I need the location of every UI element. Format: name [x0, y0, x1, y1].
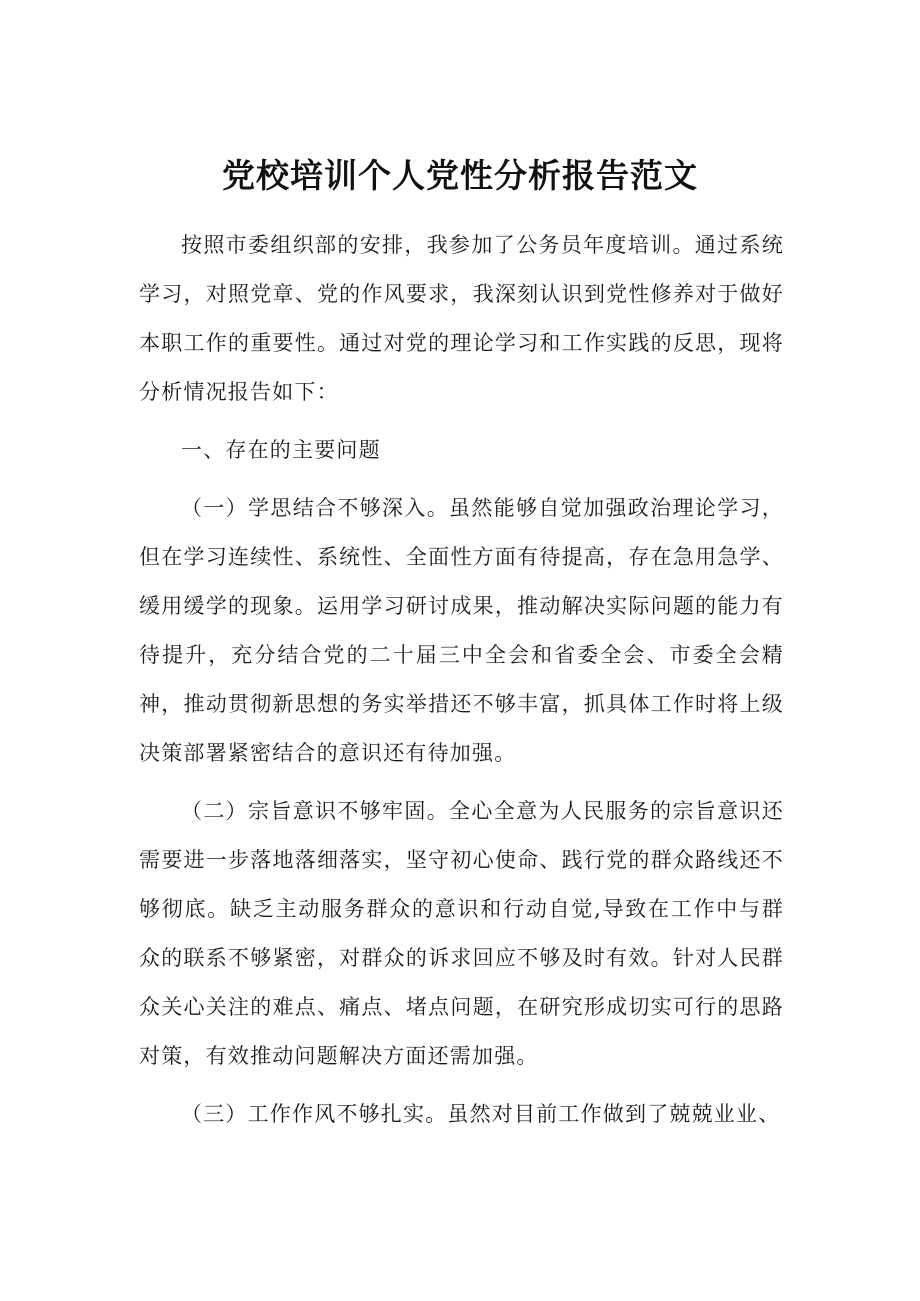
- intro-paragraph: 按照市委组织部的安排，我参加了公务员年度培训。通过系统学习，对照党章、党的作风要求，我深刻认识到党性修养对于做好本职工作的重要性。通过对党的理论学习和工作实践的反思，现将分析情况报告如下：: [139, 233, 784, 404]
- paragraph-gap: [139, 1081, 784, 1090]
- document-title: 党校培训个人党性分析报告范文: [222, 156, 698, 195]
- problem-paragraph-2: （二）宗旨意识不够牢固。全心全意为人民服务的宗旨意识还需要进一步落地落细落实，坚守初心使命、践行党的群众路线还不够彻底。缺乏主动服务群众的意识和行动自觉,导致在工作中与群众的联系不够紧密，对群众的诉求回应不够及时有效。针对人民群众关心关注的难点、痛点、堵点问题，在研究形成切实可行的思路对策，有效推动问题解决方面还需加强。: [139, 799, 784, 1068]
- document-body: [139, 221, 784, 1139]
- paragraph-gap: [139, 417, 784, 426]
- problem-paragraph-1: （一）学思结合不够深入。虽然能够自觉加强政治理论学习，但在学习连续性、系统性、全面性方面有待提高，存在急用急学、缓用缓学的现象。运用学习研讨成果，推动解决实际问题的能力有待提升，充分结合党的二十届三中全会和省委全会、市委全会精神，推动贯彻新思想的务实举措还不够丰富，抓具体工作时将上级决策部署紧密结合的意识还有待加强。: [139, 496, 784, 765]
- paragraph-gap: [139, 778, 784, 787]
- paragraph-gap: [139, 475, 784, 484]
- section-heading: 一、存在的主要问题: [181, 438, 381, 462]
- problem-paragraph-3: （三）工作作风不够扎实。虽然对目前工作做到了兢兢业业、: [181, 1102, 781, 1126]
